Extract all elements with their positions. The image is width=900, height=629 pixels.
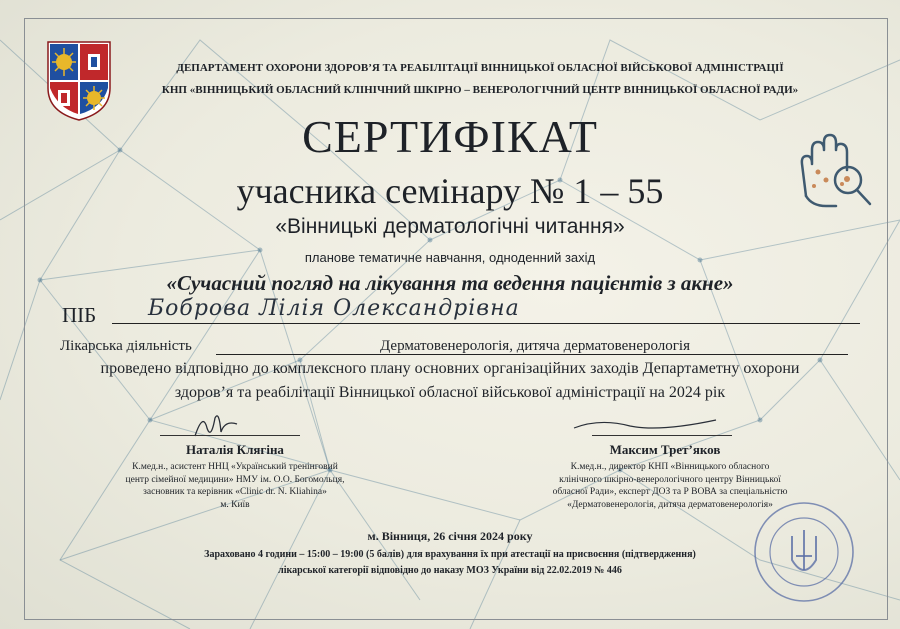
event-format: планове тематичне навчання, одноденний захід <box>304 250 596 265</box>
certificate-title: СЕРТИФІКАТ <box>302 111 598 162</box>
credential-line: засновник та керівник «Clinic dr. N. Kliahina» <box>143 487 327 497</box>
signatory-left-name: Наталія Клягіна <box>186 442 284 457</box>
credential-line: К.мед.н., директор КНП «Вінницького обласного <box>570 462 770 472</box>
pib-label: ПІБ <box>62 303 97 327</box>
conditions-line-1: проведено відповідно до комплексного плану основних організаційних заходів Департаметну охорони <box>100 360 800 377</box>
event-name: «Вінницькі дерматологічні читання» <box>275 215 625 238</box>
category-order: лікарської категорії відповідно до наказу МОЗ України від 22.02.2019 № 446 <box>278 565 622 576</box>
credential-line: обласної Ради», експерт ДОЗ та Р ВОВА за спеціальністю <box>552 487 788 497</box>
signatory-right-name: Максим Трет’яков <box>609 442 721 457</box>
conditions-line-2: здоров’я та реабілітації Вінницької обласної військової адміністрації на 2024 рік <box>174 384 726 401</box>
seminar-topic: «Сучасний погляд на лікування та ведення пацієнтів з акне» <box>166 271 734 295</box>
credit-hours: Зараховано 4 години – 15:00 – 19:00 (5 балів) для врахування їх при атестації на присвоєння (підтвердження) <box>204 549 696 560</box>
pib-underline <box>112 323 860 324</box>
department-name: ДЕПАРТАМЕНТ ОХОРОНИ ЗДОРОВ’Я ТА РЕАБІЛІТАЦІЇ ВІННИЦЬКОЇ ОБЛАСНОЇ ВІЙСЬКОВОЇ АДМІНІСТРАЦІЇ <box>176 62 784 74</box>
credential-line: К.мед.н., асистент ННЦ «Український тренінговий <box>132 462 338 472</box>
credential-line: «Дерматовенерологія, дитяча дерматовенерологія» <box>567 499 773 510</box>
organization-name: КНП «ВІННИЦЬКИЙ ОБЛАСНИЙ КЛІНІЧНИЙ ШКІРНО – ВЕНЕРОЛОГІЧНИЙ ЦЕНТР ВІННИЦЬКОЇ ОБЛАСНОЇ РАДИ» <box>161 84 799 96</box>
specialty-label: Лікарська діяльність <box>60 338 192 354</box>
signatory-left-credentials <box>90 461 380 511</box>
participant-name: Боброва Лілія Олександрівна <box>148 296 520 321</box>
credential-line: клінічного шкірно-венерологічного центру Вінницької <box>559 474 781 485</box>
city-date: м. Вінниця, 26 січня 2024 року <box>367 529 533 543</box>
credential-line: центр сімейної медицини» НМУ ім. О.О. Богомольця, <box>125 474 345 485</box>
certificate-subtitle: учасника семінару № 1 – 55 <box>236 171 664 211</box>
signature-left-line <box>160 435 300 436</box>
specialty-value: Дерматовенерологія, дитяча дерматовенерологія <box>380 338 690 354</box>
signature-right-line <box>592 435 732 436</box>
credential-line: м. Київ <box>220 499 250 510</box>
